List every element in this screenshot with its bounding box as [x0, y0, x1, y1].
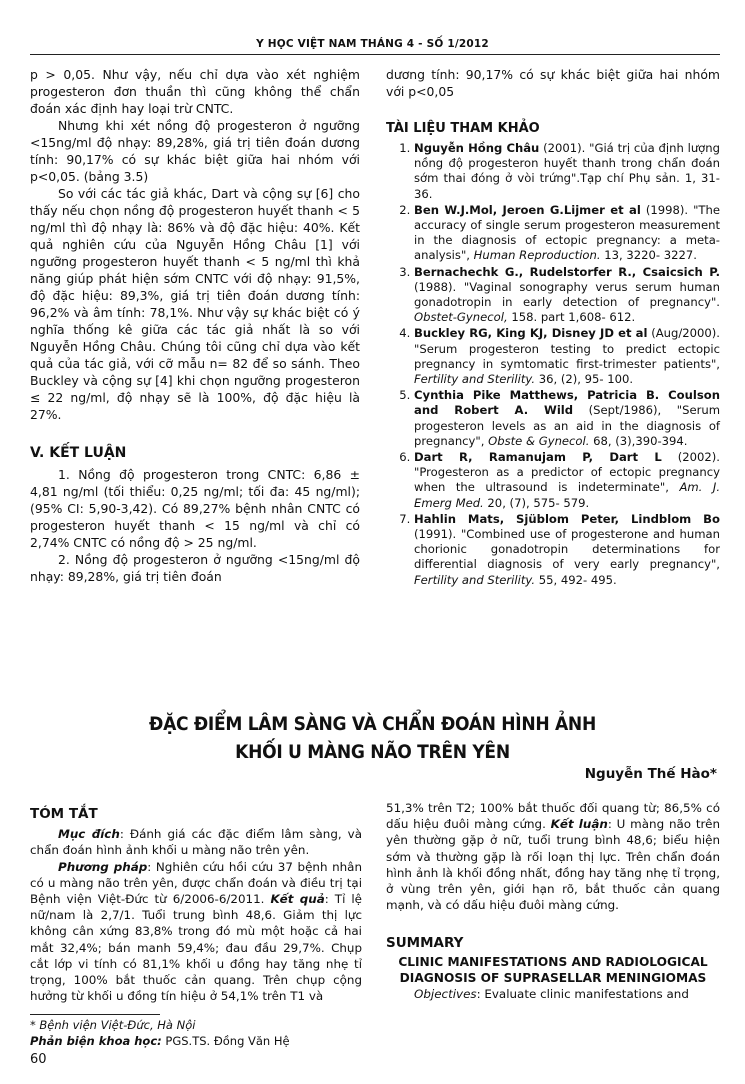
- paragraph: p > 0,05. Như vậy, nếu chỉ dựa vào xét nghiệm progesteron đơn thuần thì cũng không thể chẩn đoán xác định hay loại trừ CNTC.: [30, 67, 360, 116]
- abstract-method: Phương pháp: Nghiên cứu hồi cứu 37 bệnh nhân có u màng não trên yên, được chẩn đoán và điều trị tại Bệnh viện Việt-Đức từ 6/2006-6/2011. Kết quả: Tỉ lệ nữ/nam là 2,7/1. Tuổi trung bình 48,6. Giảm thị lực không cân xứng 83,8% trong đó mù một hoặc cả hai mắt 32,4%; bán manh 59,4%; đau đầu 29,7%. Chụp cắt lớp vi tính có 81,1% khối u đồng hay tăng nhẹ tỉ trọng, 100% bắt thuốc cản quang. Trên chụp cộng hưởng từ khối u đồng tín hiệu ở 54,1% trên T1 và: [30, 859, 363, 1004]
- summary-title: CLINIC MANIFESTATIONS AND RADIOLOGICAL DIAGNOSIS OF SUPRASELLAR MENINGIOMAS: [398, 954, 708, 985]
- left-column: [30, 66, 360, 585]
- right-column: [386, 66, 720, 589]
- paragraph: dương tính: 90,17% có sự khác biệt giữa hai nhóm với p<0,05: [386, 67, 720, 99]
- article-title-line: ĐẶC ĐIỂM LÂM SÀNG VÀ CHẨN ĐOÁN HÌNH ẢNH: [149, 713, 596, 735]
- reference-item: 6. Dart R, Ramanujam P, Dart L (2002). "Progesteron as a predictor of ectopic pregnancy when the ultrasound is indeterminate", Am. J. Emerg Med. 20, (7), 575- 579.: [414, 450, 720, 511]
- reference-item: 7. Hahlin Mats, Sjüblom Peter, Lindblom Bo (1991). "Combined use of progesterone and human chorionic gonadotropin determinations for differential diagnosis of very early pregnancy", Fertility and Sterility. 55, 492- 495.: [414, 512, 720, 588]
- paragraph: So với các tác giả khác, Dart và cộng sự [6] cho thấy nếu chọn nồng độ progesteron huyết thanh < 5 ng/ml thì độ nhạy là: 86% và độ đặc hiệu: 40%. Kết quả nghiên cứu của Nguyễn Hồng Châu [1] với ngưỡng progesteron huyết thanh < 5 ng/ml thì khả năng giúp phát hiện sớm CNTC với độ nhạy: 91,5%, độ đặc hiệu: 89,3%, giá trị tiên đoán dương tính: 96,2% và âm tính: 78,1%. Như vậy sự khác biệt có ý nghĩa thống kê giữa các tác giả nhất là so với Nguyễn Hồng Châu. Chúng tôi cũng chỉ dựa vào kết quả của tác giả, với cỡ mẫu n= 82 để so sánh. Theo Buckley và cộng sự [4] khi chọn ngưỡng progesteron ≤ 22 ng/ml, độ nhạy sẽ là 100%, độ đặc hiệu là 27%.: [30, 186, 360, 422]
- abstract-right-column: [386, 800, 720, 1002]
- conclusion-item: 2. Nồng độ progesteron ở ngưỡng <15ng/ml độ nhạy: 89,28%, giá trị tiên đoán: [30, 552, 360, 584]
- abstract-objective: Mục đích: Đánh giá các đặc điểm lâm sàng, và chẩn đoán hình ảnh khối u màng não trên yên.: [30, 827, 362, 858]
- reference-list: [386, 141, 720, 588]
- article-author: Nguyễn Thế Hào*: [584, 766, 717, 782]
- footnote-rule: [30, 1014, 160, 1015]
- reference-item: 4. Buckley RG, King KJ, Disney JD et al (Aug/2000). "Serum progesteron testing to predict ectopic pregnancy in symtomatic first-trimester patients", Fertility and Sterility. 36, (2), 95- 100.: [414, 326, 720, 387]
- header-rule: [30, 54, 720, 55]
- summary-objectives: Objectives: Evaluate clinic manifestations and: [414, 986, 689, 1001]
- page-number: 60: [30, 1052, 47, 1067]
- abstract-left-column: [30, 806, 362, 1004]
- abstract-result-cont: 51,3% trên T2; 100% bắt thuốc đối quang từ; 86,5% có dấu hiệu đuôi màng cứng. Kết luận: U màng não trên yên thường gặp ở nữ, tuổi trung bình 48,6; biểu hiện sớm và thường gặp là rối loạn thị lực. Trên chẩn đoán hình ảnh là khối đồng nhất, đồng hay tăng nhẹ tỉ trọng, ở vùng trên yên, giới hạn rõ, bắt thuốc cản quang mạnh, và có dấu hiệu đuôi màng cứng.: [386, 801, 720, 913]
- references-heading: TÀI LIỆU THAM KHẢO: [386, 121, 540, 136]
- reference-item: 3. Bernachechk G., Rudelstorfer R., Csaicsich P. (1988). "Vaginal sonography verus serum human gonadotropin in early detection of pregnancy". Obstet-Gynecol, 158. part 1,608- 612.: [414, 265, 720, 326]
- reference-item: 5. Cynthia Pike Matthews, Patricia B. Coulson and Robert A. Wild (Sept/1986), "Serum progesteron levels as an aid in the diagnosis of pregnancy", Obste & Gynecol. 68, (3),390-394.: [414, 388, 720, 449]
- reference-item: 1. Nguyễn Hồng Châu (2001). "Giá trị của định lượng nồng độ progesteron huyết thanh trong chẩn đoán sớm thai đóng ở vòi trứng".Tạp chí Phụ sản. 1, 31-36.: [414, 141, 720, 202]
- footnote-affiliation: * Bệnh viện Việt-Đức, Hà Nội: [30, 1018, 196, 1032]
- summary-heading: SUMMARY: [386, 935, 464, 952]
- article-title-line: KHỐI U MÀNG NÃO TRÊN YÊN: [235, 741, 510, 763]
- conclusion-item: 1. Nồng độ progesteron trong CNTC: 6,86 ± 4,81 ng/ml (tối thiểu: 0,25 ng/ml; tối đa: 45 ng/ml); (95% CI: 5,90-3,42). Có 89,27% bệnh nhân CNTC có progesteron huyết thanh < 15 ng/ml và chỉ có 2,74% CNTC có nồng độ > 25 ng/ml.: [30, 467, 360, 550]
- reference-item: 2. Ben W.J.Mol, Jeroen G.Lijmer et al (1998). "The accuracy of single serum progesteron measurement in the diagnosis of ectopic pregnancy: a meta-analysis", Human Reproduction. 13, 3220- 3227.: [414, 203, 720, 264]
- paragraph: Nhưng khi xét nồng độ progesteron ở ngưỡng <15ng/ml độ nhạy: 89,28%, giá trị tiên đoán dương tính: 90,17% có sự khác biệt giữa hai nhóm với p<0,05. (bảng 3.5): [30, 118, 360, 184]
- running-header: Y HỌC VIỆT NAM THÁNG 4 - SỐ 1/2012: [256, 38, 489, 50]
- footnote-reviewer: Phản biện khoa học: PGS.TS. Đồng Văn Hệ: [30, 1034, 290, 1048]
- abstract-heading: TÓM TẮT: [30, 806, 98, 822]
- section-heading-conclusion: V. KẾT LUẬN: [30, 445, 127, 461]
- article-title: [0, 710, 745, 766]
